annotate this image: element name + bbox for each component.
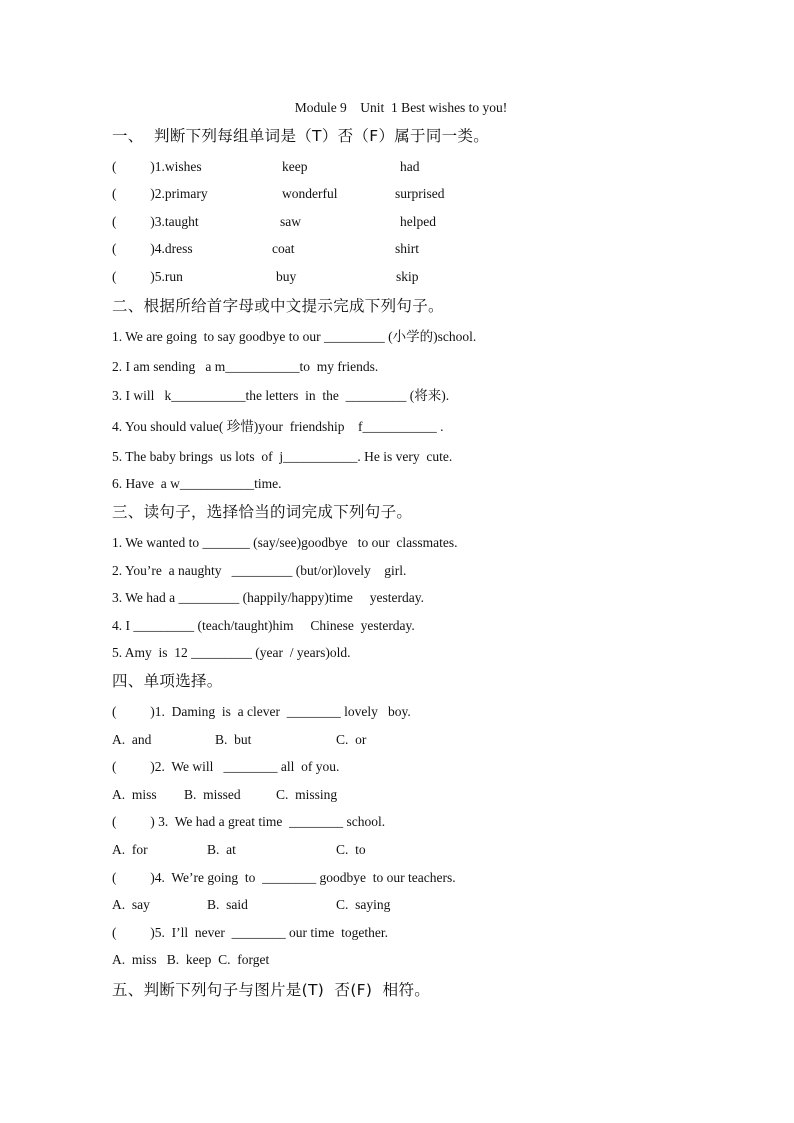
word: buy bbox=[276, 269, 297, 284]
sentence-item: 3. We had a _________ (happily/happy)time yesterday. bbox=[112, 590, 424, 605]
option-c: C. or bbox=[336, 732, 367, 747]
option-c: C. to bbox=[336, 842, 366, 857]
word: shirt bbox=[395, 241, 420, 256]
row-number: ( )3.taught bbox=[112, 214, 199, 229]
answer-options: A. miss B. keep C. forget bbox=[112, 952, 270, 967]
sentence-item: 1. We wanted to _______ (say/see)goodbye to our classmates. bbox=[112, 535, 458, 550]
word: keep bbox=[282, 159, 308, 174]
word: saw bbox=[280, 214, 301, 229]
question-stem: ( )2. We will ________ all of you. bbox=[112, 759, 340, 774]
word: surprised bbox=[395, 186, 445, 201]
option-b: B. missed bbox=[184, 787, 241, 802]
option-c: C. missing bbox=[276, 787, 338, 802]
option-b: B. but bbox=[215, 732, 252, 747]
section5-heading: 五、判断下列句子与图片是(T) 否(F) 相符。 bbox=[112, 981, 431, 999]
question-stem: ( )1. Daming is a clever ________ lovely boy. bbox=[112, 704, 411, 719]
option-c: C. saying bbox=[336, 897, 391, 912]
sentence-item: 6. Have a w___________time. bbox=[112, 476, 282, 491]
page-title: Module 9 Unit 1 Best wishes to you! bbox=[294, 100, 508, 115]
question-stem: ( )4. We’re going to ________ goodbye to our teachers. bbox=[112, 870, 456, 885]
option-b: B. said bbox=[207, 897, 248, 912]
word: helped bbox=[400, 214, 436, 229]
section2-heading: 二、根据所给首字母或中文提示完成下列句子。 bbox=[112, 297, 444, 315]
section4-heading: 四、单项选择。 bbox=[112, 672, 223, 690]
sentence-item: 5. The baby brings us lots of j___________. He is very cute. bbox=[112, 449, 453, 464]
option-a: A. say bbox=[112, 897, 150, 912]
question-stem: ( )5. I’ll never ________ our time together. bbox=[112, 925, 388, 940]
option-a: A. miss bbox=[112, 787, 157, 802]
option-a: A. and bbox=[112, 732, 152, 747]
word: coat bbox=[272, 241, 295, 256]
sentence-item: 5. Amy is 12 _________ (year / years)old. bbox=[112, 645, 351, 660]
sentence-item: 4. I _________ (teach/taught)him Chinese yesterday. bbox=[112, 618, 415, 633]
word: had bbox=[400, 159, 420, 174]
row-number: ( )4.dress bbox=[112, 241, 193, 256]
row-number: ( )1.wishes bbox=[112, 159, 202, 174]
sentence-item: 4. You should value( 珍惜)your friendship f___________ . bbox=[112, 419, 444, 434]
sentence-item: 3. I will k___________the letters in the _________ (将来). bbox=[112, 388, 450, 403]
sentence-item: 2. I am sending a m___________to my friends. bbox=[112, 359, 379, 374]
word: wonderful bbox=[282, 186, 338, 201]
word: skip bbox=[396, 269, 419, 284]
option-b: B. at bbox=[207, 842, 236, 857]
section1-heading: 一、 判断下列每组单词是（T）否（F）属于同一类。 bbox=[112, 127, 490, 145]
section3-heading: 三、读句子，选择恰当的词完成下列句子。 bbox=[112, 503, 413, 521]
sentence-item: 1. We are going to say goodbye to our _________ (小学的)school. bbox=[112, 329, 477, 344]
option-a: A. for bbox=[112, 842, 148, 857]
question-stem: ( ) 3. We had a great time ________ school. bbox=[112, 814, 386, 829]
row-number: ( )5.run bbox=[112, 269, 183, 284]
sentence-item: 2. You’re a naughty _________ (but/or)lovely girl. bbox=[112, 563, 407, 578]
row-number: ( )2.primary bbox=[112, 186, 208, 201]
